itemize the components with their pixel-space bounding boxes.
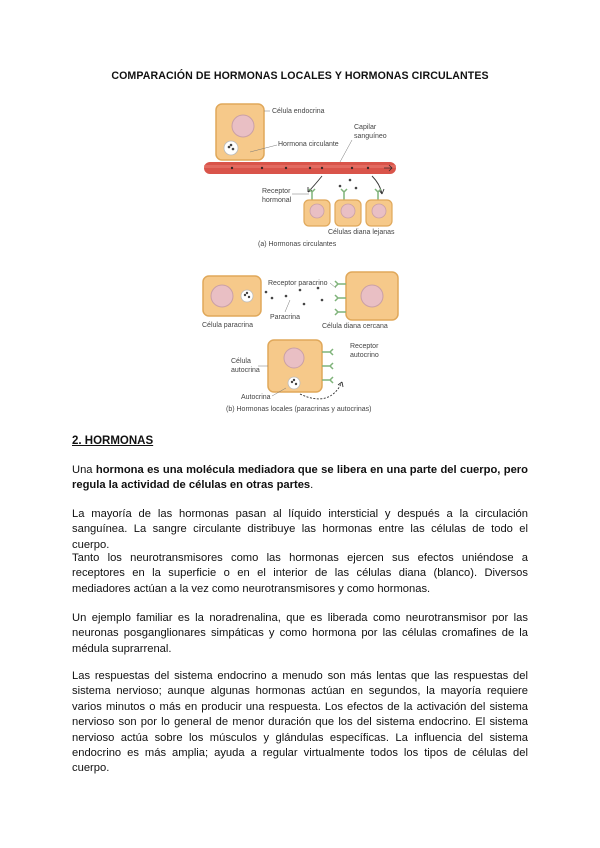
caption-figure-a: (a) Hormonas circulantes bbox=[258, 241, 337, 248]
page-title: COMPARACIÓN DE HORMONAS LOCALES Y HORMONAS CIRCULANTES bbox=[111, 70, 489, 82]
caption-figure-b: (b) Hormonas locales (paracrinas y autocrinas) bbox=[226, 406, 372, 413]
label-blood-capillary-1: Capilar bbox=[354, 124, 377, 131]
label-nearby-target-cell: Célula diana cercana bbox=[322, 323, 388, 330]
paracrine-nucleus bbox=[211, 285, 233, 307]
label-autocrine-receptor-1: Receptor bbox=[350, 343, 379, 350]
label-distant-target-cells: Células diana lejanas bbox=[328, 229, 395, 236]
paragraph-3: Tanto los neurotransmisores como las hormonas ejercen sus efectos uniéndose a receptores en la superficie o en el interior de las células diana (blanco). Diversos mediadores actúan a la vez como neurotransmisores y como hormonas. bbox=[72, 552, 528, 595]
figure-a-circulating bbox=[204, 104, 396, 248]
label-endocrine-cell: Célula endocrina bbox=[272, 108, 325, 115]
label-hormone-receptor-2: hormonal bbox=[262, 197, 292, 204]
label-autocrine-receptor-2: autocrino bbox=[350, 352, 379, 359]
label-blood-capillary-2: sanguíneo bbox=[354, 133, 387, 140]
label-hormone-receptor-1: Receptor bbox=[262, 188, 291, 195]
label-paracrine-cell: Célula paracrina bbox=[202, 322, 253, 329]
label-autocrine: Autocrina bbox=[241, 394, 271, 401]
figure-b-local bbox=[202, 272, 398, 413]
endocrine-nucleus bbox=[232, 115, 254, 137]
label-paracrine: Paracrina bbox=[270, 314, 300, 321]
label-autocrine-cell-1: Célula bbox=[231, 358, 251, 365]
paragraph-2: La mayoría de las hormonas pasan al líquido intersticial y después a la circulación sanguínea. La sangre circulante distribuye las hormonas entre las células de todo el cuerpo. bbox=[72, 508, 528, 551]
label-autocrine-cell-2: autocrina bbox=[231, 367, 260, 374]
label-circulating-hormone: Hormona circulante bbox=[278, 141, 339, 148]
section-heading: 2. HORMONAS bbox=[72, 435, 154, 447]
paragraph-1: Una hormona es una molécula mediadora que se libera en una parte del cuerpo, pero regula la actividad de células en otras partes. bbox=[72, 464, 528, 492]
label-paracrine-receptor: Receptor paracrino bbox=[268, 280, 328, 287]
paragraph-5: Las respuestas del sistema endocrino a menudo son más lentas que las respuestas del sistema nervioso; aunque algunas hormonas actúan en segundos, la mayoría requiere varios minutos o más en producir una respuesta. Los efectos de la activación del sistema nervioso son por lo general de menor duración que los del sistema endocrino. El sistema nervioso actúa sobre los músculos y glándulas específicas. La influencia del sistema endocrino es más amplia; ayuda a regular virtualmente todos los tipos de células del cuerpo. bbox=[72, 670, 528, 775]
paragraph-4: Un ejemplo familiar es la noradrenalina, que es liberada como neurotransmisor por las neuronas posganglionares simpáticas y como hormona por las células cromafines de la médula suprarrenal. bbox=[72, 612, 528, 655]
